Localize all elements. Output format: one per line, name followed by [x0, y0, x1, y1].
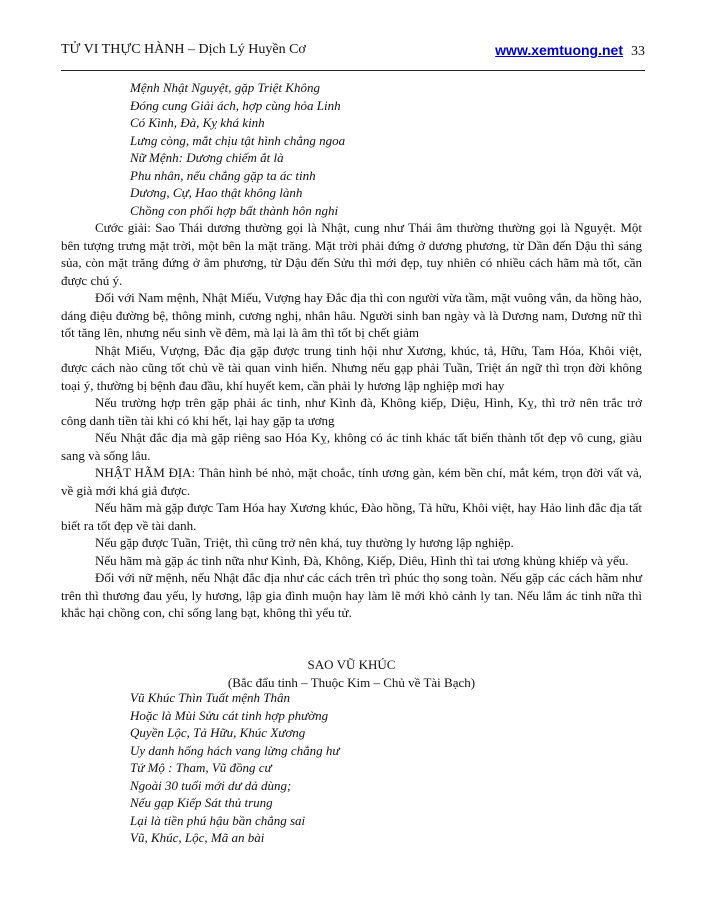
verse-line: Vũ Khúc Thìn Tuất mệnh Thân	[130, 690, 290, 705]
verse-line: Dương, Cự, Hao thật không lành	[130, 185, 303, 200]
paragraph: Nếu gặp được Tuần, Triệt, thì cũng trở nên khá, tuy thường ly hương lập nghiệp.	[95, 535, 514, 550]
verse-line: Hoặc là Mùi Sửu cát tinh hợp phường	[130, 707, 329, 723]
section-heading	[61, 656, 642, 691]
page-number: 33	[631, 44, 645, 59]
verse-line: Vũ, Khúc, Lộc, Mã an bài	[130, 830, 265, 845]
verse-line: Chồng con phối hợp bất thành hôn nghi	[130, 202, 339, 218]
body-text	[61, 219, 642, 622]
header-right	[495, 42, 645, 60]
paragraph: NHẬT HÃM ĐỊA: Thân hình bé nhỏ, mặt choắc, tính ương gàn, kém bền chí, mắt kém, trọn đời vất vả, về già mới khá giả được.	[61, 465, 642, 498]
verse-line: Lại là tiền phú hậu bần chẳng sai	[130, 812, 306, 828]
header-title: TỬ VI THỰC HÀNH – Dịch Lý Huyền Cơ	[61, 42, 306, 57]
paragraph: Nếu Nhật đắc địa mà gặp riêng sao Hóa Kỵ, không có ác tinh khác tất biến thành tốt đẹp vô cung, giàu sang và sống lâu.	[61, 430, 642, 463]
paragraph: Đối với nữ mệnh, nếu Nhật đắc địa như các cách trên trì phúc thọ song toàn. Nếu gặp các cách hãm như trên thì thương đau yếu, ly hương, lập gia đình muộn hay làm lẽ mới khỏ cảnh ly tan. Nếu lắm ác tinh nữa thì khắc hại chồng con, chỉ sống lang bạt, không thì yểu tử.	[61, 570, 642, 620]
verse-block-1	[130, 79, 345, 219]
verse-line: Quyền Lộc, Tả Hữu, Khúc Xương	[130, 725, 306, 740]
site-link[interactable]: www.xemtuong.net	[495, 42, 623, 58]
verse-line: Phu nhân, nếu chẳng gặp ta ác tinh	[130, 167, 316, 183]
paragraph: Cước giải: Sao Thái dương thường gọi là Nhật, cung như Thái âm thường thường gọi là Nguyệt. Một bên tượng trưng mặt trời, một bên la mặt trăng. Mặt trời phải đứng ở dương phương, từ Dần đến Dậu thì sáng sủa, còn mặt trăng đứng ở âm phương, từ Dậu đến Sửu thì mới đẹp, tuy nhiên có nhiều cách hãm mà tốt, cần được chú ý.	[61, 220, 642, 288]
verse-line: Nữ Mệnh: Dương chiếm ắt là	[130, 150, 284, 165]
verse-line: Nếu gạp Kiếp Sát thủ trung	[130, 795, 273, 810]
page-header	[61, 42, 645, 64]
paragraph: Nhật Miếu, Vượng, Đắc địa gặp được trung tinh hội như Xương, khúc, tả, Hữu, Tam Hóa, Khôi việt, được cách nào cũng tốt chủ về tài quan vinh hiển. Nhưng nếu gạp phải Tuần, Triệt án ngữ thì trọn đời không toại ý, thường bị bệnh đau đầu, khí huyết kem, cần phải ly hương lập nghiệp mơi hay	[61, 342, 642, 393]
verse-line: Tứ Mộ : Tham, Vũ đồng cư	[130, 760, 272, 775]
header-rule	[61, 70, 645, 71]
paragraph: Nếu hãm mà gặp được Tam Hóa hay Xương khúc, Đào hồng, Tả hữu, Khôi việt, hay Hảo linh đắc địa tất biết ra tốt đẹp về tài danh.	[61, 500, 642, 533]
verse-line: Có Kình, Đà, Kỵ khá kinh	[130, 115, 265, 130]
verse-line: Mệnh Nhật Nguyệt, gặp Triệt Không	[130, 80, 320, 95]
verse-line: Lưng còng, mắt chịu tật hình chẳng ngoa	[130, 132, 346, 148]
verse-block-2	[130, 689, 340, 847]
paragraph: Nếu trường hợp trên gặp phải ác tinh, như Kình đà, Không kiếp, Diệu, Hình, Kỵ, thì trở nên trắc trở công danh tiền tài khi có khi hết, lại hay gặp ta ương	[61, 395, 642, 428]
section-title: SAO VŨ KHÚC	[307, 657, 396, 672]
section-subtitle: (Bắc đẩu tinh – Thuộc Kim – Chủ về Tài Bạch)	[227, 674, 476, 690]
paragraph: Nếu hãm mà gặp ác tinh nữa như Kình, Đà, Không, Kiếp, Diêu, Hình thì tai ương khủng khiếp và yểu.	[95, 552, 629, 568]
paragraph: Đối với Nam mệnh, Nhật Miếu, Vượng hay Đắc địa thì con người vừa tầm, mặt vuông vắn, da hồng hào, dáng điệu đường bệ, thông minh, cương nghị, nhân hâu. Người sinh ban ngày và là Dương nam, Dương nữ thì tốt tăng lên, nhưng nếu sinh về đêm, mà lại là âm thì tốt bị chết giảm	[61, 290, 642, 340]
verse-line: Ngoài 30 tuổi mới dư dả dùng;	[130, 777, 292, 793]
verse-line: Đóng cung Giải ách, hợp cùng hỏa Linh	[130, 97, 341, 113]
verse-line: Uy danh hống hách vang lừng chẳng hư	[130, 742, 340, 758]
